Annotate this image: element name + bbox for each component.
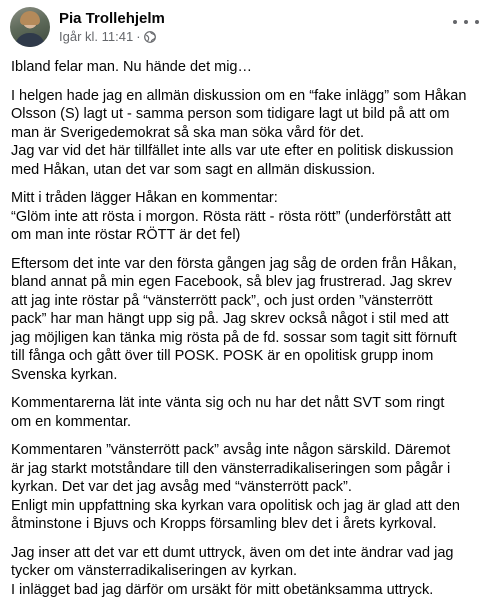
post-paragraph: I helgen hade jag en allmän diskussion om en “fake inlägg” som Håkan Olsson (S) lagt ut - samma person som tidigare lagt ut bild på att om man är Sverigedemokrat så ska man söka vård för det. Jag var vid det här tillfället inte alls var ute efter en politisk diskussion med Håkan, utan det var som sagt en allmän diskussion.	[11, 87, 467, 178]
separator-dot: ·	[136, 29, 141, 44]
more-dot	[464, 20, 468, 24]
author-avatar[interactable]	[10, 7, 50, 47]
post-paragraph: Ibland felar man. Nu hände det mig…	[11, 59, 252, 75]
post-timestamp[interactable]: Igår kl. 11:41	[59, 29, 134, 44]
author-name[interactable]: Pia Trollehjelm	[59, 10, 165, 27]
post-paragraph: Jag inser att det var ett dumt uttryck, även om det inte ändrar vad jag tycker om vänsterradikaliseringen av kyrkan. I inlägget bad jag därför om ursäkt för mitt obetänksamma uttryck.	[11, 544, 454, 598]
post-paragraph: Mitt i tråden lägger Håkan en kommentar: “Glöm inte att rösta i morgon. Rösta rätt - rösta rött” (underförstått att om man inte röstar RÖTT är det fel)	[11, 190, 451, 243]
globe-icon[interactable]	[144, 31, 156, 43]
post-paragraph: Eftersom det inte var den första gången jag såg de orden från Håkan, bland annat på min egen Facebook, så blev jag frustrerad. Jag skrev att jag inte röstar på “vänsterrött pack”, och just orden ”vänsterrött pack” har man hängt upp sig på. Jag skrev också något i stil med att jag möjligen kan tänka mig rösta på de fd. sossar som tagit sitt förnuft till fånga och gått över till POSK. POSK är en opolitisk grupp inom Svenska kyrkan.	[11, 255, 457, 383]
post-subline	[59, 28, 165, 45]
post-meta	[59, 9, 165, 45]
more-options-icon[interactable]	[453, 12, 479, 32]
avatar-shoulders	[15, 33, 45, 47]
post-paragraph: Kommentaren ”vänsterrött pack” avsåg inte någon särskild. Däremot är jag starkt motståndare till den vänsterradikaliseringen som pågår i kyrkan. Det var det jag avsåg med “vänsterrött pack”. Enligt min uppfattning ska kyrkan vara opolitisk och jag är glad att den åtminstone i Bjuvs och Kropps församling blev det i årets kyrkoval.	[11, 442, 460, 532]
post-header	[10, 7, 165, 47]
avatar-hair	[20, 11, 40, 25]
post-paragraph: Kommentarerna lät inte vänta sig och nu har det nått SVT som ringt om en kommentar.	[11, 395, 445, 430]
post-body	[11, 58, 487, 609]
more-dot	[475, 20, 479, 24]
more-dot	[453, 20, 457, 24]
